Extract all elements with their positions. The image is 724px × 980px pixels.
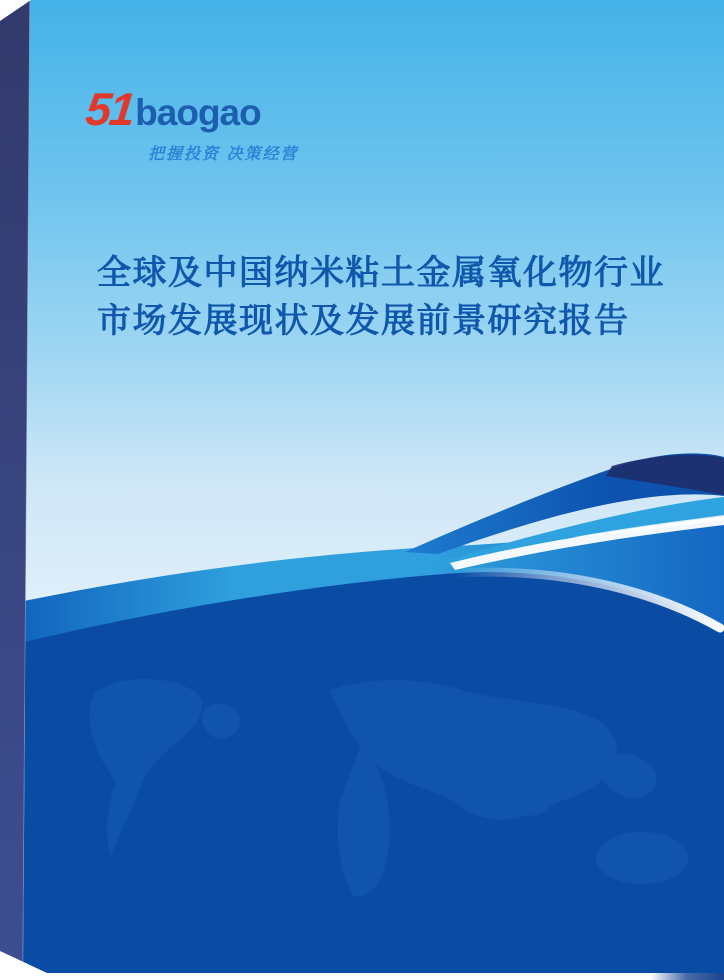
report-title-line-2: 市场发展现状及发展前景研究报告 [97, 302, 630, 340]
bottom-shadow [650, 973, 724, 980]
logo-tagline: 把握投资 决策经营 [148, 146, 299, 163]
report-title-line-1: 全球及中国纳米粘土金属氧化物行业 [97, 254, 665, 292]
logo-prefix: 51 [83, 83, 136, 135]
report-title [97, 249, 665, 345]
logo-name: baogao [135, 92, 261, 133]
logo [83, 83, 261, 135]
